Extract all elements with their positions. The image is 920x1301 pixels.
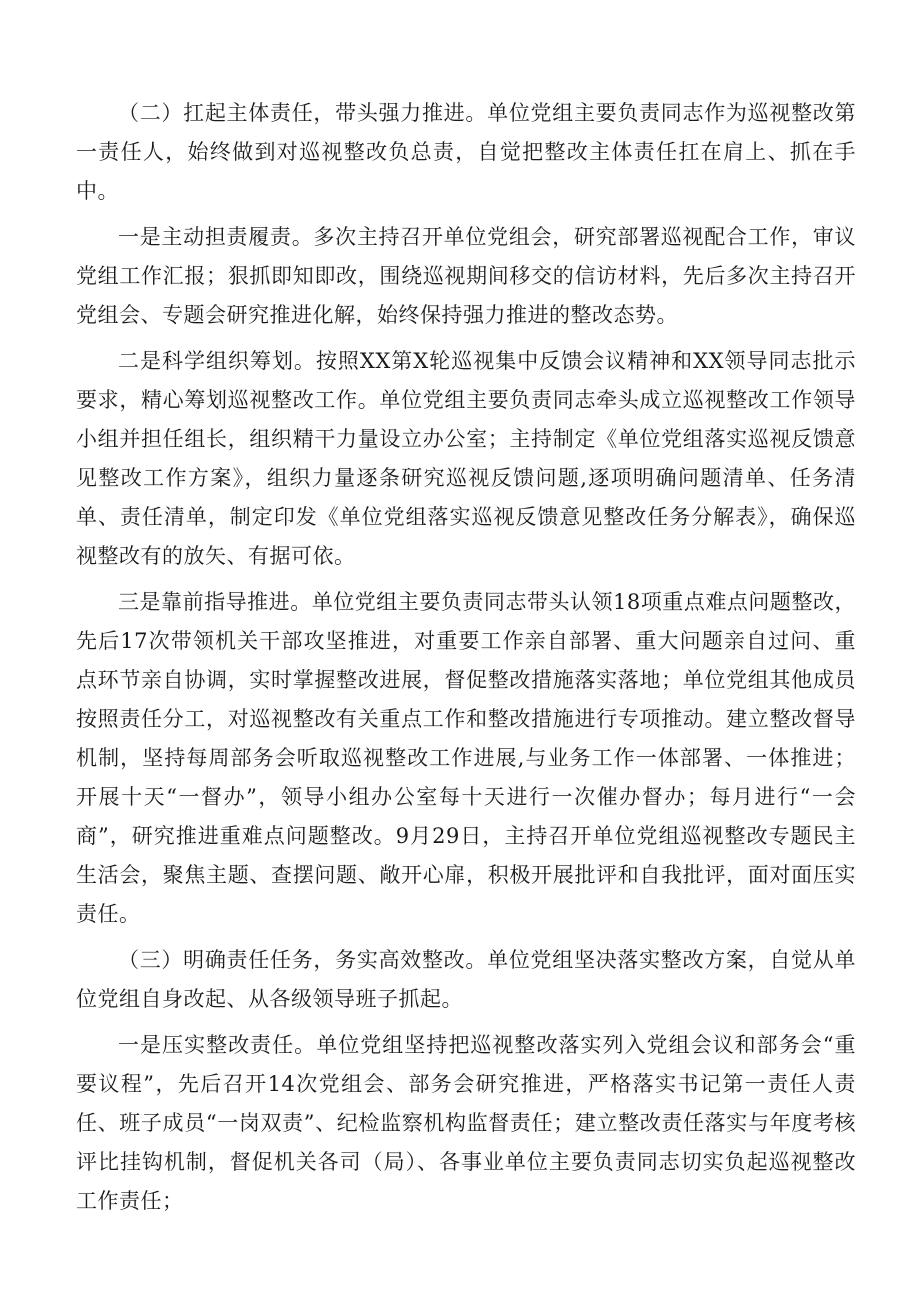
paragraph-section-3-heading: （三）明确责任任务，务实高效整改。单位党组坚决落实整改方案，自觉从单位党组自身改起、从各级领导班子抓起。	[76, 948, 856, 1011]
paragraph-point-1: 一是主动担责履责。多次主持召开单位党组会，研究部署巡视配合工作，审议党组工作汇报；狠抓即知即改，围绕巡视期间移交的信访材料，先后多次主持召开党组会、专题会研究推进化解，始终保持强力推进的整改态势。	[76, 225, 856, 327]
paragraph-section-3-point-1: 一是压实整改责任。单位党组坚持把巡视整改落实列入党组会议和部务会“重要议程”，先后召开14次党组会、部务会研究推进，严格落实书记第一责任人责任、班子成员“一岗双责”、纪检监察机构监督责任；建立整改责任落实与年度考核评比挂钩机制，督促机关各司（局）、各事业单位主要负责同志切实负起巡视整改工作责任；	[76, 1033, 856, 1213]
document-body	[76, 94, 856, 1228]
paragraph-point-2: 二是科学组织筹划。按照XX第X轮巡视集中反馈会议精神和XX领导同志批示要求，精心筹划巡视整改工作。单位党组主要负责同志牵头成立巡视整改工作领导小组并担任组长，组织精干力量设立办公室；主持制定《单位党组落实巡视反馈意见整改工作方案》，组织力量逐条研究巡视反馈问题,逐项明确问题清单、任务清单、责任清单，制定印发《单位党组落实巡视反馈意见整改任务分解表》，确保巡视整改有的放矢、有据可依。	[76, 349, 856, 568]
paragraph-section-2-heading: （二）扛起主体责任，带头强力推进。单位党组主要负责同志作为巡视整改第一责任人，始终做到对巡视整改负总责，自觉把整改主体责任扛在肩上、抓在手中。	[76, 101, 856, 203]
paragraph-point-3: 三是靠前指导推进。单位党组主要负责同志带头认领18项重点难点问题整改，先后17次带领机关干部攻坚推进，对重要工作亲自部署、重大问题亲自过问、重点环节亲自协调，实时掌握整改进展，督促整改措施落实落地；单位党组其他成员按照责任分工，对巡视整改有关重点工作和整改措施进行专项推动。建立整改督导机制，坚持每周部务会听取巡视整改工作进展,与业务工作一体部署、一体推进；开展十天“一督办”，领导小组办公室每十天进行一次催办督办；每月进行“一会商”，研究推进重难点问题整改。9月29日，主持召开单位党组巡视整改专题民主生活会，聚焦主题、查摆问题、敞开心扉，积极开展批评和自我批评，面对面压实责任。	[76, 590, 856, 926]
